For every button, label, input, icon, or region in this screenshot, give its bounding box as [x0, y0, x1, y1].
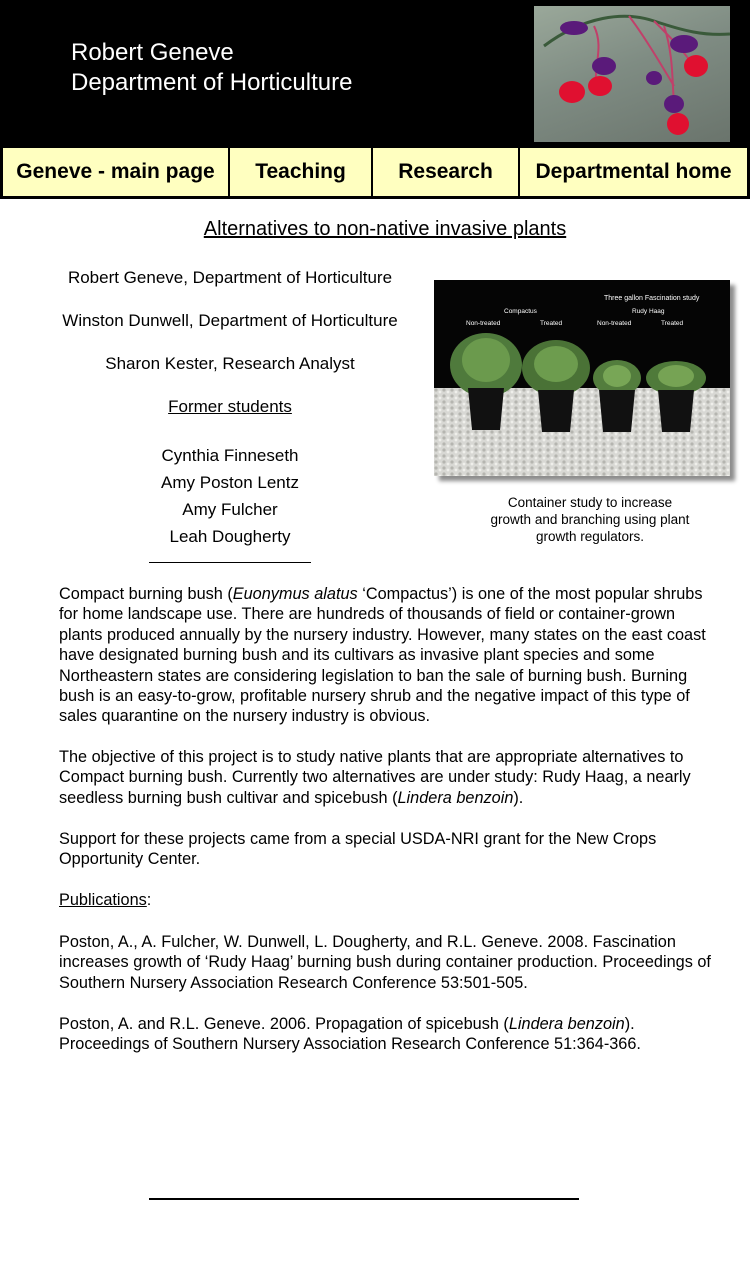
photo-study-title: Three gallon Fascination study: [604, 295, 700, 302]
photo-label: Treated: [540, 320, 563, 327]
publication-item: Poston, A. and R.L. Geneve. 2006. Propagation of spicebush (Lindera benzoin). Proceedings of Southern Nursery Association Research Conference 51:364-366.: [59, 1015, 641, 1054]
former-student: Amy Poston Lentz: [161, 473, 299, 492]
nav-research[interactable]: Research: [371, 148, 518, 196]
species-name: Lindera benzoin: [508, 1015, 625, 1033]
photo-label: Non-treated: [466, 320, 501, 327]
paragraph-intro: Compact burning bush (Euonymus alatus ‘Compactus’) is one of the most popular shrubs for home landscape use. There are hundreds of thousands of field or container-grown plants produced annually by the nursery industry. However, many states on the east coast have designated burning bush and its cultivars as invasive plant species and some Northeastern states are considering legislation to ban the sale of burning bush. Burning bush is an easy-to-grow, profitable nursery shrub and the negative impact of this type of sales quarantine on the nursery industry is obvious.: [59, 585, 706, 726]
photo-group-compactus: Compactus: [504, 308, 537, 315]
site-title: [71, 38, 352, 98]
potted-plants-illustration: [434, 280, 730, 476]
photo-group-rudy-haag: Rudy Haag: [632, 308, 665, 315]
photo-label: Non-treated: [597, 320, 632, 327]
nav-teaching[interactable]: Teaching: [228, 148, 371, 196]
credits-list: [49, 266, 411, 551]
credit-person: Winston Dunwell, Department of Horticulture: [62, 311, 398, 330]
paragraph-support: Support for these projects came from a special USDA-NRI grant for the New Crops Opportunity Center.: [59, 830, 657, 869]
species-name: Euonymus alatus: [232, 585, 358, 603]
publication-item: Poston, A., A. Fulcher, W. Dunwell, L. Dougherty, and R.L. Geneve. 2008. Fascination increases growth of ‘Rudy Haag’ burning bush during container production. Proceedings of Southern Nursery Association Research Conference 53:501-505.: [59, 933, 711, 992]
credits-divider: [149, 562, 311, 563]
former-student: Leah Dougherty: [169, 527, 291, 546]
photo-caption: Container study to increase growth and branching using plant growth regulators.: [490, 495, 690, 544]
berries-photo: [534, 6, 730, 142]
species-name: Lindera benzoin: [397, 788, 514, 807]
former-students-heading: Former students: [168, 397, 292, 416]
paragraph-objective: The objective of this project is to study native plants that are appropriate alternatives to Compact burning bush. Currently two alternatives are under study: Rudy Haag, a nearly seedless burning bush cultivar and spicebush (Lindera benzoin).: [59, 748, 691, 807]
main-nav: [0, 145, 750, 199]
footer-divider: [149, 1198, 579, 1200]
former-student: Cynthia Finneseth: [161, 446, 299, 465]
berries-illustration: [534, 6, 730, 142]
page-header: [0, 0, 750, 147]
author-name: Robert Geneve: [71, 39, 234, 66]
study-photo: [434, 280, 730, 476]
department-name: Department of Horticulture: [71, 69, 353, 96]
page-title: Alternatives to non-native invasive plants: [203, 218, 567, 240]
credit-person: Sharon Kester, Research Analyst: [105, 354, 355, 373]
nav-departmental-home[interactable]: Departmental home: [518, 148, 750, 196]
photo-label: Treated: [661, 320, 684, 327]
publications-heading: Publications:: [59, 891, 152, 909]
credit-person: Robert Geneve, Department of Horticulture: [67, 268, 393, 287]
nav-geneve-main-page[interactable]: Geneve - main page: [0, 148, 228, 196]
former-student: Amy Fulcher: [182, 500, 278, 519]
